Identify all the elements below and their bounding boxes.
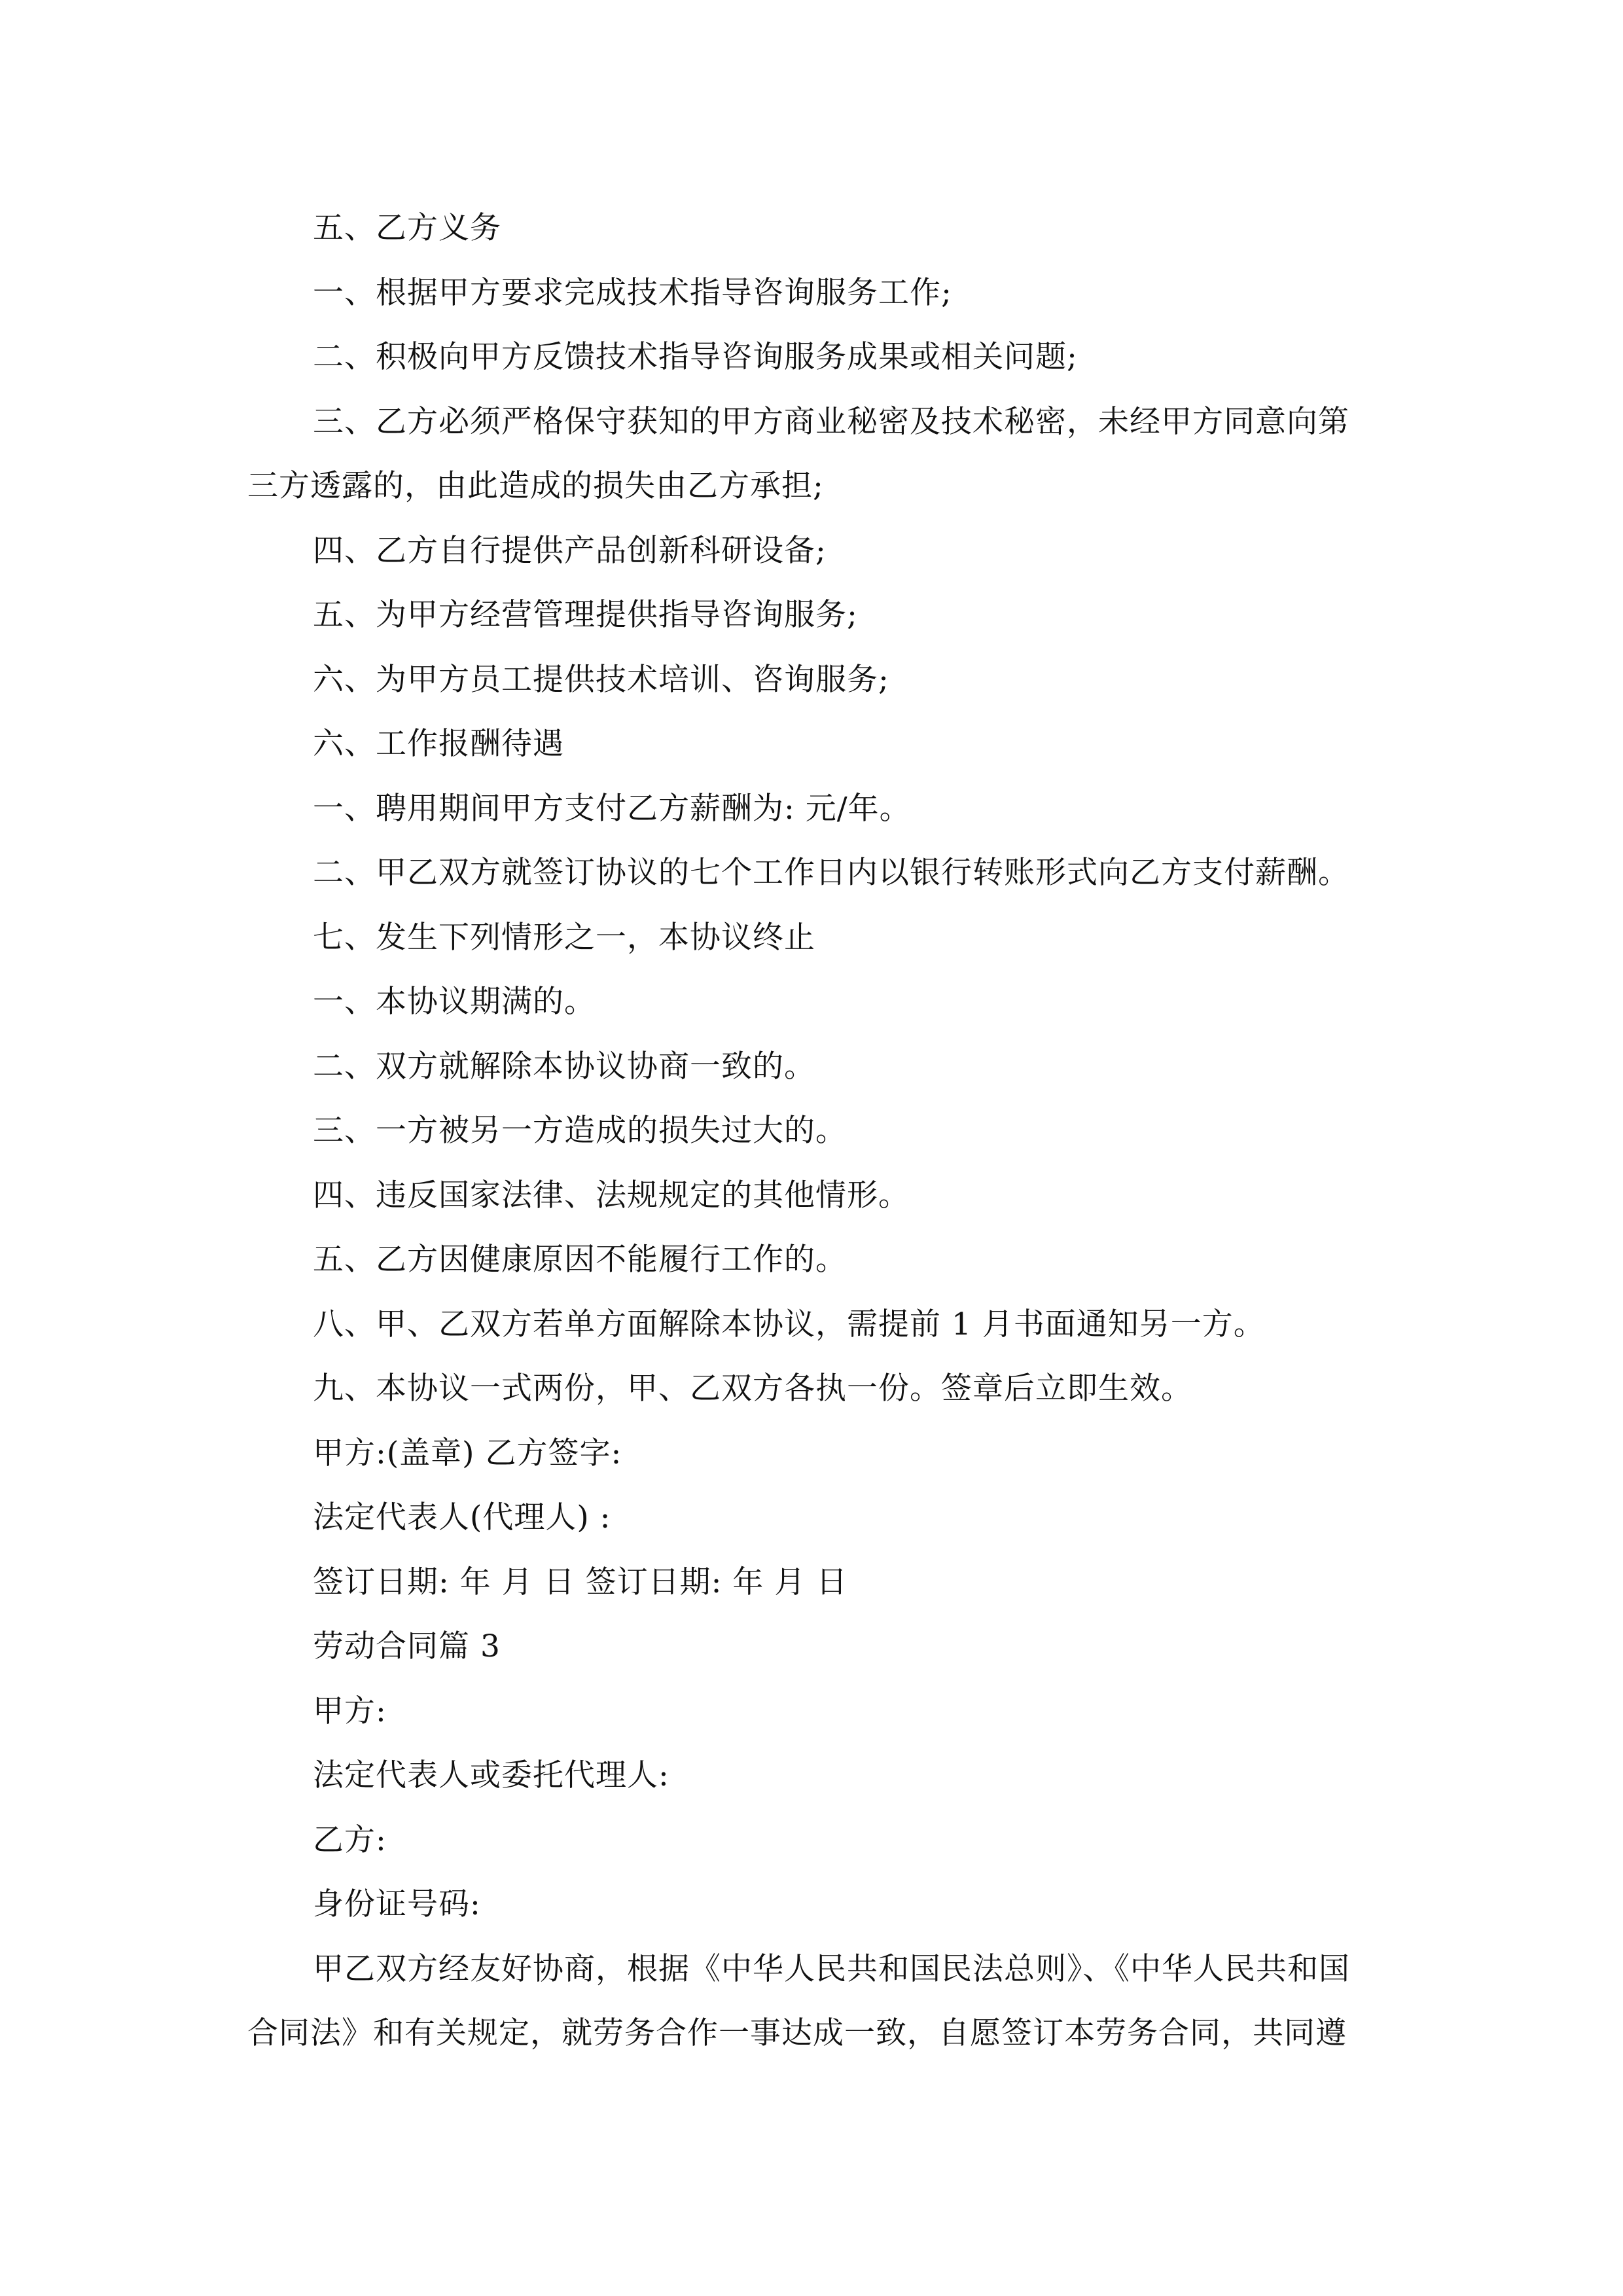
paragraph-line: 三、一方被另一方造成的损失过大的。 — [313, 1113, 847, 1149]
paragraph-line: 四、乙方自行提供产品创新科研设备; — [313, 532, 827, 569]
paragraph-line: 六、为甲方员工提供技术培训、咨询服务; — [313, 661, 889, 698]
paragraph-line-continuation: 合同法》和有关规定，就劳务合作一事达成一致，自愿签订本劳务合同，共同遵 — [247, 2015, 1347, 2051]
document-body — [247, 196, 1386, 2066]
signature-line-parties: 甲方:(盖章) 乙方签字: — [313, 1435, 622, 1471]
party-b-field: 乙方: — [313, 1821, 387, 1858]
paragraph-line: 一、根据甲方要求完成技术指导咨询服务工作; — [313, 274, 952, 311]
paragraph-line: 八、甲、乙双方若单方面解除本协议，需提前 1 月书面通知另一方。 — [313, 1306, 1265, 1342]
signature-line-dates: 签订日期: 年 月 日 签订日期: 年 月 日 — [313, 1564, 848, 1600]
section-title-contract-3: 劳动合同篇 3 — [313, 1628, 501, 1664]
paragraph-line: 四、违反国家法律、法规规定的其他情形。 — [313, 1177, 910, 1213]
paragraph-line: 九、本协议一式两份，甲、乙双方各执一份。签章后立即生效。 — [313, 1371, 1192, 1407]
paragraph-line: 二、甲乙双方就签订协议的七个工作日内以银行转账形式向乙方支付薪酬。 — [313, 855, 1349, 891]
section-heading-termination: 七、发生下列情形之一，本协议终止 — [313, 919, 815, 956]
id-number-field: 身份证号码: — [313, 1886, 481, 1922]
representative-field: 法定代表人或委托代理人: — [313, 1757, 669, 1793]
signature-line-representative: 法定代表人(代理人) : — [313, 1499, 611, 1535]
paragraph-line: 甲乙双方经友好协商，根据《中华人民共和国民法总则》、《中华人民共和国 — [313, 1950, 1350, 1987]
section-heading-obligations: 五、乙方义务 — [313, 210, 501, 246]
party-a-field: 甲方: — [313, 1693, 387, 1729]
paragraph-line: 一、聘用期间甲方支付乙方薪酬为: 元/年。 — [313, 790, 911, 827]
paragraph-line-continuation: 三方透露的，由此造成的损失由乙方承担; — [247, 468, 824, 504]
paragraph-line: 二、积极向甲方反馈技术指导咨询服务成果或相关问题; — [313, 339, 1078, 375]
paragraph-line: 一、本协议期满的。 — [313, 984, 596, 1020]
paragraph-line: 五、为甲方经营管理提供指导咨询服务; — [313, 597, 858, 633]
section-heading-compensation: 六、工作报酬待遇 — [313, 726, 564, 762]
paragraph-line: 五、乙方因健康原因不能履行工作的。 — [313, 1242, 847, 1278]
paragraph-line: 二、双方就解除本协议协商一致的。 — [313, 1048, 815, 1085]
paragraph-line: 三、乙方必须严格保守获知的甲方商业秘密及技术秘密，未经甲方同意向第 — [313, 403, 1349, 440]
